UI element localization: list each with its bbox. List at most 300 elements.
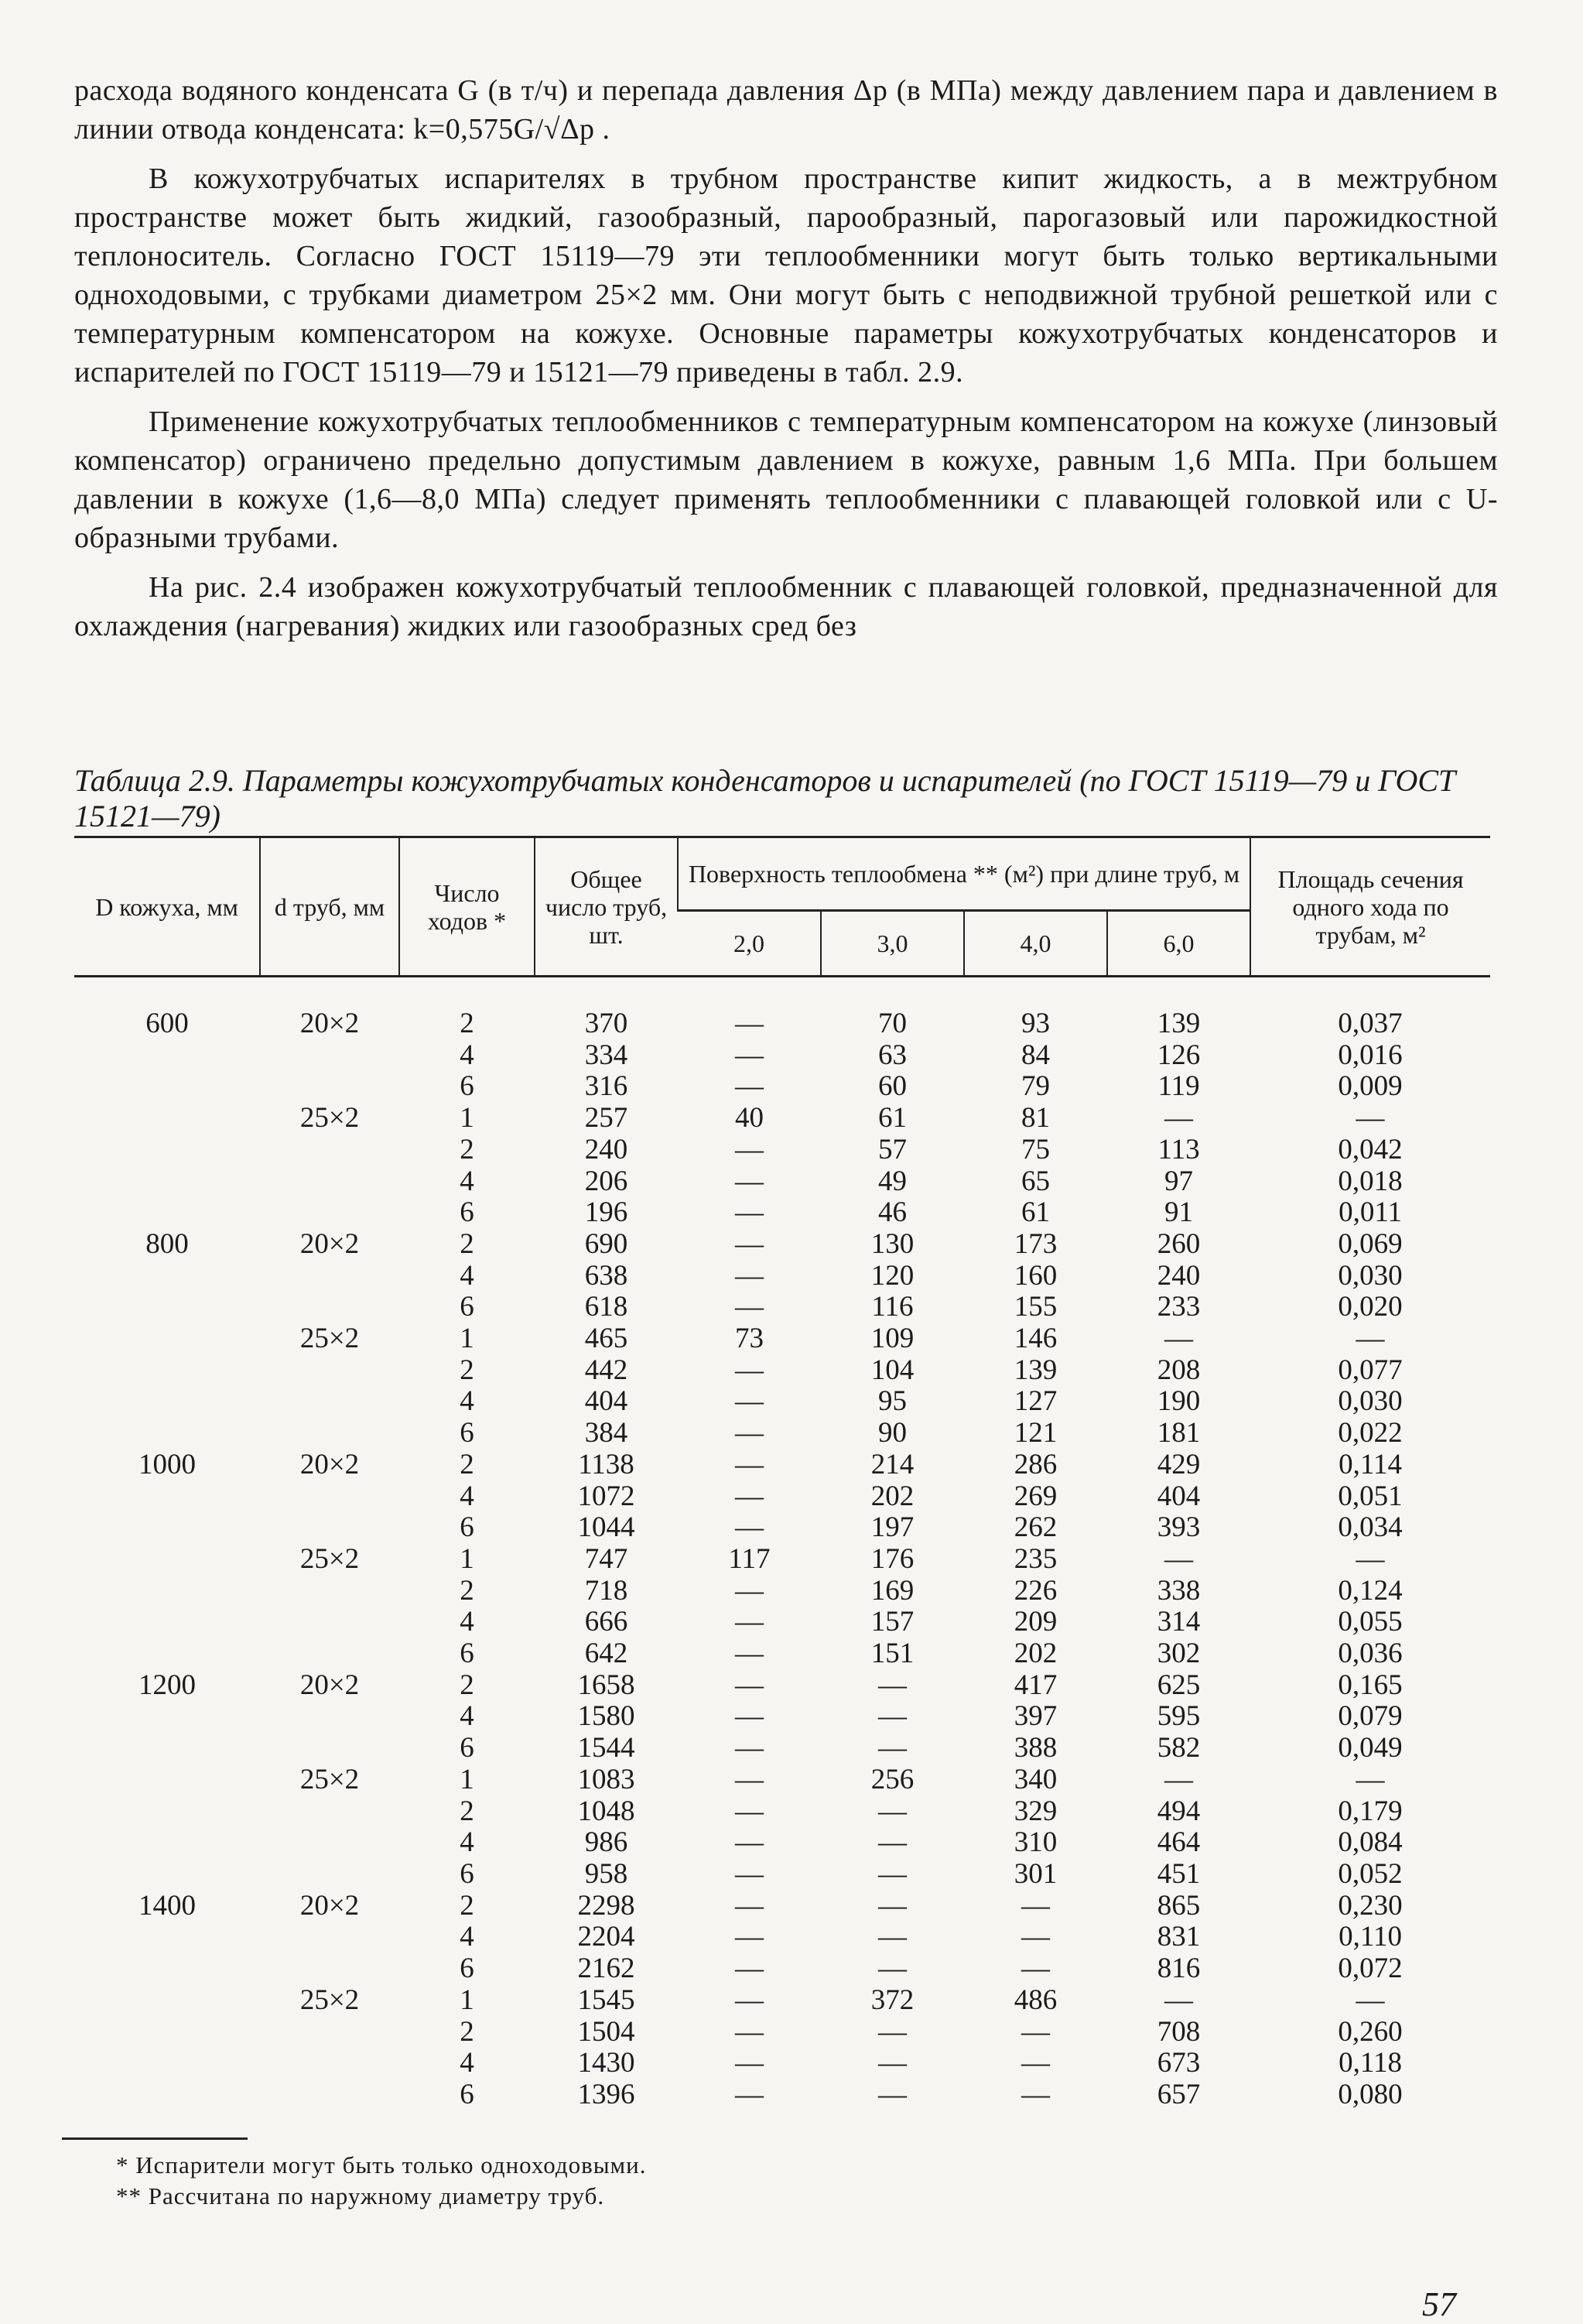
cell-tube-count: 638 — [584, 1259, 628, 1292]
cell-passes: 1 — [460, 1763, 474, 1795]
table-row — [74, 1638, 1490, 1670]
cell-surface-4m: — — [1021, 2078, 1050, 2110]
cell-tube-count: 1580 — [577, 1700, 635, 1733]
cell-surface-4m: 127 — [1014, 1385, 1058, 1418]
cell-tube-size — [260, 1040, 399, 1072]
cell-surface-3m: — — [878, 2078, 907, 2110]
cell-tube-size — [260, 1638, 399, 1670]
cell-tube-size: 20×2 — [299, 1448, 360, 1480]
cell-surface-6m: 190 — [1157, 1385, 1201, 1418]
cell-tube-count: 1048 — [577, 1795, 635, 1827]
cell-tube-count: 986 — [584, 1826, 628, 1859]
cell-flow-area: 0,165 — [1338, 1669, 1403, 1701]
cell-surface-4m: 121 — [1014, 1417, 1058, 1450]
cell-surface-3m: 157 — [870, 1606, 915, 1638]
cell-surface-4m: 397 — [1014, 1700, 1058, 1733]
table-row — [74, 1418, 1490, 1450]
table-row — [74, 1953, 1490, 1985]
cell-shell-diameter — [74, 1827, 260, 1859]
cell-tube-size — [260, 1576, 399, 1607]
cell-flow-area: — — [1356, 1323, 1385, 1355]
table-row — [74, 1827, 1490, 1859]
cell-surface-4m: 388 — [1014, 1732, 1058, 1764]
header-tube-size: d труб, мм — [260, 837, 399, 977]
cell-shell-diameter — [74, 2079, 260, 2111]
cell-surface-3m: 70 — [878, 1008, 907, 1039]
cell-flow-area: 0,042 — [1338, 1133, 1403, 1165]
cell-tube-size — [260, 1197, 399, 1229]
cell-surface-3m: — — [878, 1669, 907, 1701]
cell-surface-3m: 176 — [870, 1542, 915, 1575]
cell-passes: 4 — [460, 1826, 474, 1859]
table-body — [74, 977, 1490, 2111]
cell-tube-size: 20×2 — [299, 1889, 360, 1922]
cell-tube-count: 334 — [584, 1039, 628, 1071]
cell-surface-2m: — — [735, 1921, 764, 1953]
cell-surface-2m: — — [735, 1983, 764, 2016]
cell-surface-4m: 202 — [1014, 1638, 1058, 1670]
cell-surface-3m: — — [878, 1826, 907, 1859]
cell-surface-2m: — — [735, 1480, 764, 1512]
cell-passes: 2 — [460, 1889, 474, 1922]
cell-passes: 6 — [460, 1857, 474, 1890]
paragraph-1: расхода водяного конденсата G (в т/ч) и перепада давления Δp (в МПа) между давлением пара и давлением в линии отвода конденсата: k=0,575G/√Δp . — [74, 74, 1498, 145]
cell-passes: 1 — [460, 1323, 474, 1355]
cell-surface-3m: 169 — [870, 1574, 915, 1607]
cell-surface-3m: — — [878, 1732, 907, 1764]
cell-passes: 1 — [460, 1102, 474, 1135]
cell-surface-6m: 464 — [1157, 1826, 1201, 1859]
table-row — [74, 1512, 1490, 1544]
cell-flow-area: 0,079 — [1338, 1700, 1403, 1733]
cell-shell-diameter — [74, 1576, 260, 1607]
cell-tube-size: 20×2 — [299, 1227, 360, 1260]
cell-surface-4m: 84 — [1021, 1039, 1050, 1071]
cell-surface-6m: 625 — [1157, 1669, 1201, 1701]
cell-tube-size — [260, 2017, 399, 2048]
cell-passes: 2 — [460, 2015, 474, 2048]
cell-tube-size — [260, 1796, 399, 1828]
cell-shell-diameter — [74, 1953, 260, 1985]
cell-tube-size — [260, 1071, 399, 1103]
cell-flow-area: 0,034 — [1338, 1511, 1403, 1544]
cell-surface-2m: — — [735, 1763, 764, 1795]
footnote-1: * Испарители могут быть только одноходовыми. — [116, 2151, 647, 2179]
cell-surface-4m: 75 — [1021, 1133, 1050, 1165]
cell-surface-4m: 310 — [1014, 1826, 1058, 1859]
cell-surface-6m: 126 — [1157, 1039, 1201, 1071]
cell-surface-2m: — — [735, 1196, 764, 1229]
cell-surface-3m: — — [878, 1921, 907, 1953]
cell-flow-area: 0,118 — [1339, 2047, 1402, 2079]
footnotes — [116, 2150, 647, 2212]
cell-surface-6m: 708 — [1157, 2015, 1201, 2048]
cell-tube-size — [260, 1733, 399, 1764]
cell-passes: 4 — [460, 1039, 474, 1071]
paragraph-4: На рис. 2.4 изображен кожухотрубчатый теплообменник с плавающей головкой, предназначенной для охлаждения (нагревания) жидких или газообразных сред без — [74, 571, 1498, 642]
cell-surface-2m: — — [735, 1008, 764, 1039]
cell-surface-3m: — — [878, 1889, 907, 1922]
table-row — [74, 1040, 1490, 1072]
cell-shell-diameter — [74, 2048, 260, 2079]
cell-surface-4m: — — [1021, 1953, 1050, 1985]
cell-passes: 2 — [460, 1448, 474, 1480]
cell-passes: 6 — [460, 1417, 474, 1450]
cell-surface-3m: 104 — [870, 1354, 915, 1386]
cell-surface-3m: — — [878, 1857, 907, 1890]
cell-tube-count: 257 — [584, 1102, 628, 1135]
cell-tube-count: 442 — [584, 1354, 628, 1386]
cell-passes: 2 — [460, 1669, 474, 1701]
cell-flow-area: 0,016 — [1338, 1039, 1403, 1071]
cell-surface-6m: 657 — [1157, 2078, 1201, 2110]
cell-tube-count: 384 — [584, 1417, 628, 1450]
cell-tube-count: 2204 — [577, 1921, 635, 1953]
header-surface: Поверхность теплообмена ** (м²) при длине труб, м — [678, 837, 1250, 911]
cell-tube-size: 25×2 — [299, 1983, 360, 2016]
cell-surface-3m: 120 — [870, 1259, 915, 1292]
cell-surface-4m: 226 — [1014, 1574, 1058, 1607]
cell-shell-diameter — [74, 1764, 260, 1796]
cell-tube-count: 196 — [584, 1196, 628, 1229]
cell-surface-6m: — — [1164, 1323, 1193, 1355]
cell-surface-6m: 393 — [1157, 1511, 1201, 1544]
cell-surface-4m: 417 — [1014, 1669, 1058, 1701]
cell-tube-count: 1504 — [577, 2015, 635, 2048]
cell-shell-diameter — [74, 1040, 260, 1072]
cell-shell-diameter — [74, 1544, 260, 1576]
footnote-divider — [62, 2137, 248, 2140]
cell-tube-count: 690 — [584, 1227, 628, 1260]
cell-surface-2m: — — [735, 1165, 764, 1197]
cell-surface-4m: 235 — [1014, 1542, 1058, 1575]
cell-tube-size — [260, 1922, 399, 1953]
table-caption: Таблица 2.9. Параметры кожухотрубчатых конденсаторов и испарителей (по ГОСТ 15119—79 и ГОСТ 15121—79) — [74, 763, 1456, 833]
cell-tube-count: 404 — [584, 1385, 628, 1418]
cell-tube-count: 2298 — [577, 1889, 635, 1922]
cell-surface-4m: 139 — [1014, 1354, 1058, 1386]
cell-surface-4m: 340 — [1014, 1763, 1058, 1795]
cell-flow-area: 0,030 — [1338, 1385, 1403, 1418]
cell-flow-area: 0,011 — [1339, 1196, 1402, 1229]
cell-surface-2m: — — [735, 1291, 764, 1323]
cell-shell-diameter — [74, 1197, 260, 1229]
cell-tube-count: 1138 — [578, 1448, 634, 1480]
cell-passes: 4 — [460, 1606, 474, 1638]
cell-surface-6m: 451 — [1157, 1857, 1201, 1890]
cell-tube-size — [260, 1418, 399, 1450]
cell-surface-3m: — — [878, 1700, 907, 1733]
cell-tube-size — [260, 2048, 399, 2079]
paragraph-2: В кожухотрубчатых испарителях в трубном пространстве кипит жидкость, а в межтрубном пространстве может быть жидкий, газообразный, парообразный, парогазовый или парожидкостной теплоноситель. Согласно ГОСТ 15119—79 эти теплообменники могут быть только вертикальными одноходовыми, с трубками диаметром 25×2 мм. Они могут быть с неподвижной трубной решеткой или с температурным компенсатором на кожухе. Основные параметры кожухотрубчатых конденсаторов и испарителей по ГОСТ 15119—79 и 15121—79 приведены в табл. 2.9. — [74, 163, 1498, 388]
cell-surface-3m: 61 — [878, 1102, 907, 1135]
cell-surface-3m: 109 — [870, 1323, 915, 1355]
cell-surface-2m: — — [735, 1795, 764, 1827]
table-row — [74, 1544, 1490, 1576]
cell-passes: 6 — [460, 1511, 474, 1544]
cell-passes: 6 — [460, 1196, 474, 1229]
cell-surface-4m: 209 — [1014, 1606, 1058, 1638]
cell-surface-6m: 595 — [1157, 1700, 1201, 1733]
cell-surface-2m: — — [735, 1638, 764, 1670]
cell-surface-4m: — — [1021, 1921, 1050, 1953]
cell-tube-count: 618 — [584, 1291, 628, 1323]
cell-shell-diameter — [74, 1355, 260, 1387]
cell-flow-area: — — [1356, 1102, 1385, 1135]
cell-tube-size: 20×2 — [299, 1669, 360, 1701]
table-row — [74, 1985, 1490, 2017]
cell-surface-4m: 79 — [1021, 1070, 1050, 1103]
cell-passes: 4 — [460, 1165, 474, 1197]
cell-surface-6m: — — [1164, 1542, 1193, 1575]
cell-shell-diameter: 1000 — [138, 1448, 196, 1480]
cell-tube-count: 1544 — [577, 1732, 635, 1764]
cell-surface-4m: 81 — [1021, 1102, 1050, 1135]
cell-surface-2m: — — [735, 2047, 764, 2079]
cell-surface-3m: 151 — [870, 1638, 915, 1670]
cell-surface-2m: — — [735, 1070, 764, 1103]
table-row — [74, 1166, 1490, 1198]
cell-shell-diameter: 1400 — [138, 1889, 196, 1922]
cell-flow-area: — — [1356, 1763, 1385, 1795]
table-row — [74, 1135, 1490, 1166]
cell-flow-area: 0,072 — [1338, 1953, 1403, 1985]
cell-passes: 4 — [460, 1921, 474, 1953]
cell-surface-4m: 146 — [1014, 1323, 1058, 1355]
cell-flow-area: 0,030 — [1338, 1259, 1403, 1292]
cell-tube-size — [260, 1135, 399, 1166]
cell-shell-diameter — [74, 1607, 260, 1638]
table-row — [74, 1859, 1490, 1891]
cell-tube-count: 316 — [584, 1070, 628, 1103]
page-number: 57 — [1422, 2285, 1456, 2323]
cell-tube-size — [260, 1512, 399, 1544]
table-row — [74, 1576, 1490, 1607]
table-row — [74, 1261, 1490, 1292]
cell-tube-count: 1658 — [577, 1669, 635, 1701]
cell-flow-area: 0,020 — [1338, 1291, 1403, 1323]
cell-surface-6m: 139 — [1157, 1008, 1201, 1039]
cell-flow-area: 0,037 — [1338, 1008, 1403, 1039]
cell-flow-area: 0,124 — [1338, 1574, 1403, 1607]
table-row — [74, 1733, 1490, 1764]
cell-surface-3m: 46 — [878, 1196, 907, 1229]
cell-flow-area: 0,051 — [1338, 1480, 1403, 1512]
cell-surface-2m: — — [735, 1417, 764, 1450]
cell-tube-count: 1545 — [577, 1983, 635, 2016]
cell-flow-area: 0,084 — [1338, 1826, 1403, 1859]
table-row — [74, 1229, 1490, 1261]
cell-surface-3m: 116 — [871, 1291, 914, 1323]
table-row — [74, 1450, 1490, 1481]
cell-tube-size — [260, 1386, 399, 1418]
cell-flow-area: 0,055 — [1338, 1606, 1403, 1638]
cell-surface-6m: 119 — [1157, 1070, 1200, 1103]
cell-surface-3m: 372 — [870, 1983, 915, 2016]
cell-flow-area: 0,077 — [1338, 1354, 1403, 1386]
table-row — [74, 1607, 1490, 1638]
cell-surface-2m: — — [735, 1889, 764, 1922]
parameters-table — [74, 836, 1490, 2111]
cell-tube-size — [260, 1607, 399, 1638]
cell-flow-area: 0,052 — [1338, 1857, 1403, 1890]
cell-surface-2m: — — [735, 1448, 764, 1480]
cell-surface-4m: — — [1021, 2015, 1050, 2048]
cell-tube-count: 958 — [584, 1857, 628, 1890]
cell-passes: 6 — [460, 2078, 474, 2110]
cell-surface-2m: 117 — [728, 1542, 771, 1575]
cell-surface-6m: 233 — [1157, 1291, 1201, 1323]
table-row — [74, 1071, 1490, 1103]
header-length-4: 4,0 — [964, 911, 1107, 977]
cell-tube-count: 747 — [584, 1542, 628, 1575]
cell-surface-2m: — — [735, 1259, 764, 1292]
cell-flow-area: 0,009 — [1338, 1070, 1403, 1103]
cell-flow-area: 0,049 — [1338, 1732, 1403, 1764]
body-text — [74, 71, 1498, 645]
header-length-6: 6,0 — [1107, 911, 1250, 977]
cell-tube-size — [260, 1355, 399, 1387]
cell-surface-3m: — — [878, 1953, 907, 1985]
cell-tube-size — [260, 1701, 399, 1733]
cell-surface-6m: 429 — [1157, 1448, 1201, 1480]
cell-surface-3m: — — [878, 1795, 907, 1827]
cell-surface-2m: — — [735, 1133, 764, 1165]
cell-passes: 1 — [460, 1983, 474, 2016]
cell-shell-diameter: 800 — [145, 1227, 189, 1260]
cell-shell-diameter — [74, 1638, 260, 1670]
cell-surface-6m: — — [1164, 1763, 1193, 1795]
cell-tube-size: 25×2 — [299, 1542, 360, 1575]
cell-flow-area: 0,080 — [1338, 2078, 1403, 2110]
cell-shell-diameter — [74, 1386, 260, 1418]
cell-surface-4m: 269 — [1014, 1480, 1058, 1512]
header-flow-area: Площадь сечения одного хода по трубам, м² — [1250, 837, 1490, 977]
cell-surface-2m: — — [735, 1385, 764, 1418]
table-row — [74, 1323, 1490, 1355]
cell-surface-3m: 63 — [878, 1039, 907, 1071]
cell-tube-size — [260, 1827, 399, 1859]
cell-passes: 6 — [460, 1732, 474, 1764]
table-row — [74, 1922, 1490, 1953]
table-row — [74, 1292, 1490, 1323]
cell-tube-size: 25×2 — [299, 1323, 360, 1355]
cell-shell-diameter — [74, 2017, 260, 2048]
cell-surface-2m: — — [735, 2015, 764, 2048]
cell-passes: 2 — [460, 1354, 474, 1386]
cell-shell-diameter: 1200 — [138, 1669, 196, 1701]
cell-passes: 4 — [460, 1480, 474, 1512]
cell-surface-2m: 40 — [735, 1102, 764, 1135]
cell-surface-2m: 73 — [735, 1323, 764, 1355]
cell-surface-6m: 404 — [1157, 1480, 1201, 1512]
cell-surface-4m: 173 — [1014, 1227, 1058, 1260]
cell-passes: 4 — [460, 2047, 474, 2079]
cell-surface-4m: — — [1021, 2047, 1050, 2079]
cell-flow-area: 0,036 — [1338, 1638, 1403, 1670]
cell-tube-count: 465 — [584, 1323, 628, 1355]
cell-flow-area: 0,230 — [1338, 1889, 1403, 1922]
cell-tube-size — [260, 1481, 399, 1513]
cell-surface-6m: — — [1164, 1102, 1193, 1135]
cell-shell-diameter — [74, 1701, 260, 1733]
cell-surface-2m: — — [735, 2078, 764, 2110]
cell-surface-6m: 831 — [1157, 1921, 1201, 1953]
cell-surface-4m: 160 — [1014, 1259, 1058, 1292]
cell-surface-2m: — — [735, 1511, 764, 1544]
cell-tube-count: 718 — [584, 1574, 628, 1607]
cell-shell-diameter — [74, 1985, 260, 2017]
cell-shell-diameter — [74, 1135, 260, 1166]
cell-passes: 1 — [460, 1542, 474, 1575]
cell-flow-area: 0,179 — [1338, 1795, 1403, 1827]
cell-flow-area: 0,114 — [1339, 1448, 1402, 1480]
table-row — [74, 1103, 1490, 1135]
cell-shell-diameter — [74, 1481, 260, 1513]
cell-surface-3m: 202 — [870, 1480, 915, 1512]
cell-flow-area: 0,018 — [1338, 1165, 1403, 1197]
cell-tube-count: 1083 — [577, 1763, 635, 1795]
table-row — [74, 1764, 1490, 1796]
cell-surface-6m: — — [1164, 1983, 1193, 2016]
cell-surface-6m: 208 — [1157, 1354, 1201, 1386]
table-row — [74, 1197, 1490, 1229]
footnote-2: ** Рассчитана по наружному диаметру труб. — [116, 2182, 605, 2209]
cell-passes: 6 — [460, 1291, 474, 1323]
table-row — [74, 1891, 1490, 1922]
cell-passes: 6 — [460, 1638, 474, 1670]
cell-surface-4m: 61 — [1021, 1196, 1050, 1229]
cell-surface-3m: — — [878, 2015, 907, 2048]
cell-tube-size — [260, 1166, 399, 1198]
cell-surface-6m: 865 — [1157, 1889, 1201, 1922]
cell-surface-6m: 113 — [1157, 1133, 1200, 1165]
cell-surface-6m: 181 — [1157, 1417, 1201, 1450]
cell-shell-diameter — [74, 1512, 260, 1544]
cell-tube-size — [260, 1292, 399, 1323]
cell-passes: 2 — [460, 1574, 474, 1607]
header-length-3: 3,0 — [821, 911, 964, 977]
cell-tube-count: 2162 — [577, 1953, 635, 1985]
table-row — [74, 1670, 1490, 1702]
cell-tube-size: 25×2 — [299, 1763, 360, 1795]
cell-shell-diameter — [74, 1922, 260, 1953]
cell-surface-3m: 256 — [870, 1763, 915, 1795]
cell-tube-size — [260, 2079, 399, 2111]
cell-tube-count: 370 — [584, 1008, 628, 1039]
header-passes: Число ходов * — [399, 837, 535, 977]
cell-flow-area: 0,110 — [1339, 1921, 1402, 1953]
cell-surface-3m: 57 — [878, 1133, 907, 1165]
cell-surface-2m: — — [735, 1227, 764, 1260]
cell-passes: 2 — [460, 1008, 474, 1039]
cell-surface-2m: — — [735, 1606, 764, 1638]
cell-passes: 2 — [460, 1795, 474, 1827]
cell-surface-3m: 90 — [878, 1417, 907, 1450]
table-row — [74, 1796, 1490, 1828]
cell-shell-diameter: 600 — [145, 1008, 189, 1039]
table-row — [74, 1355, 1490, 1387]
cell-surface-3m: 214 — [870, 1448, 915, 1480]
table-row — [74, 2048, 1490, 2079]
cell-surface-3m: 130 — [870, 1227, 915, 1260]
cell-surface-3m: 49 — [878, 1165, 907, 1197]
cell-passes: 2 — [460, 1227, 474, 1260]
cell-surface-2m: — — [735, 1354, 764, 1386]
cell-tube-count: 206 — [584, 1165, 628, 1197]
cell-tube-count: 642 — [584, 1638, 628, 1670]
cell-surface-6m: 816 — [1157, 1953, 1201, 1985]
